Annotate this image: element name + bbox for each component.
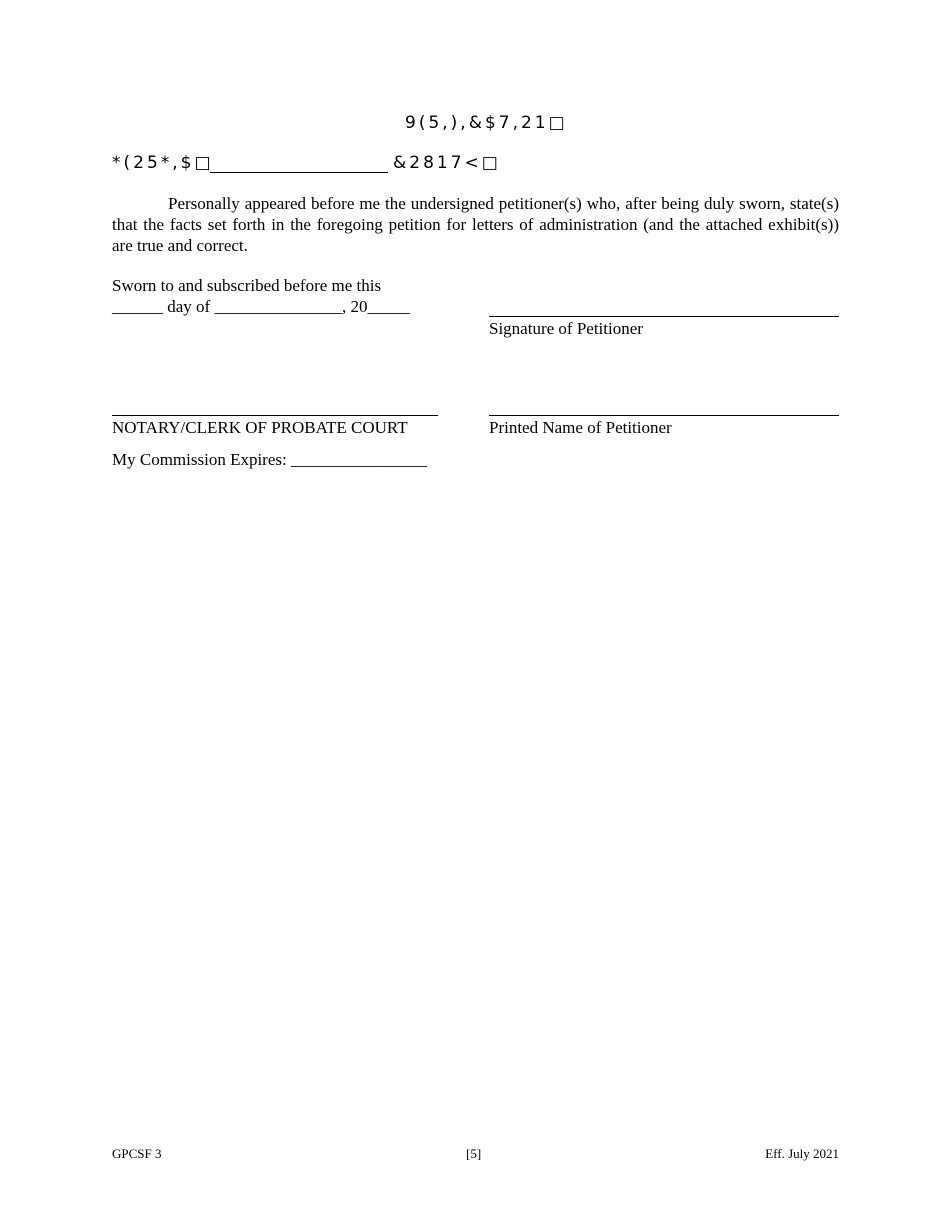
county-name-field[interactable] xyxy=(210,172,388,173)
page-number: [5] xyxy=(466,1146,482,1161)
printed-name-line[interactable] xyxy=(489,415,839,416)
verification-heading xyxy=(405,113,568,133)
printed-name-label: Printed Name of Petitioner xyxy=(489,418,672,437)
signature-line[interactable] xyxy=(489,316,839,317)
effective-date: Eff. July 2021 xyxy=(765,1146,839,1161)
county-label-text: &2817< xyxy=(393,153,482,173)
state-label-text: *(25*,$ xyxy=(112,153,195,173)
commission-expires-field[interactable]: My Commission Expires: ________________ xyxy=(112,450,427,469)
sworn-date-field[interactable]: ______ day of _______________, 20_____ xyxy=(112,297,410,316)
notary-label: NOTARY/CLERK OF PROBATE COURT xyxy=(112,418,408,437)
verification-paragraph: Personally appeared before me the undersigned petitioner(s) who, after being duly sworn, state(s) that the facts set forth in the foregoing petition for letters of administration (and the attached exhibit(s)) are true and correct. xyxy=(112,194,839,255)
heading-text: 9(5,),&$7,21 xyxy=(405,113,549,133)
missing-glyph-icon: □ xyxy=(194,153,214,173)
sworn-statement: Sworn to and subscribed before me this xyxy=(112,276,382,295)
county-label xyxy=(393,153,501,173)
form-id: GPCSF 3 xyxy=(112,1146,162,1161)
state-label xyxy=(112,153,214,173)
notary-signature-line[interactable] xyxy=(112,415,438,416)
missing-glyph-icon: □ xyxy=(481,153,501,173)
signature-label: Signature of Petitioner xyxy=(489,319,643,338)
missing-glyph-icon: □ xyxy=(548,113,568,133)
